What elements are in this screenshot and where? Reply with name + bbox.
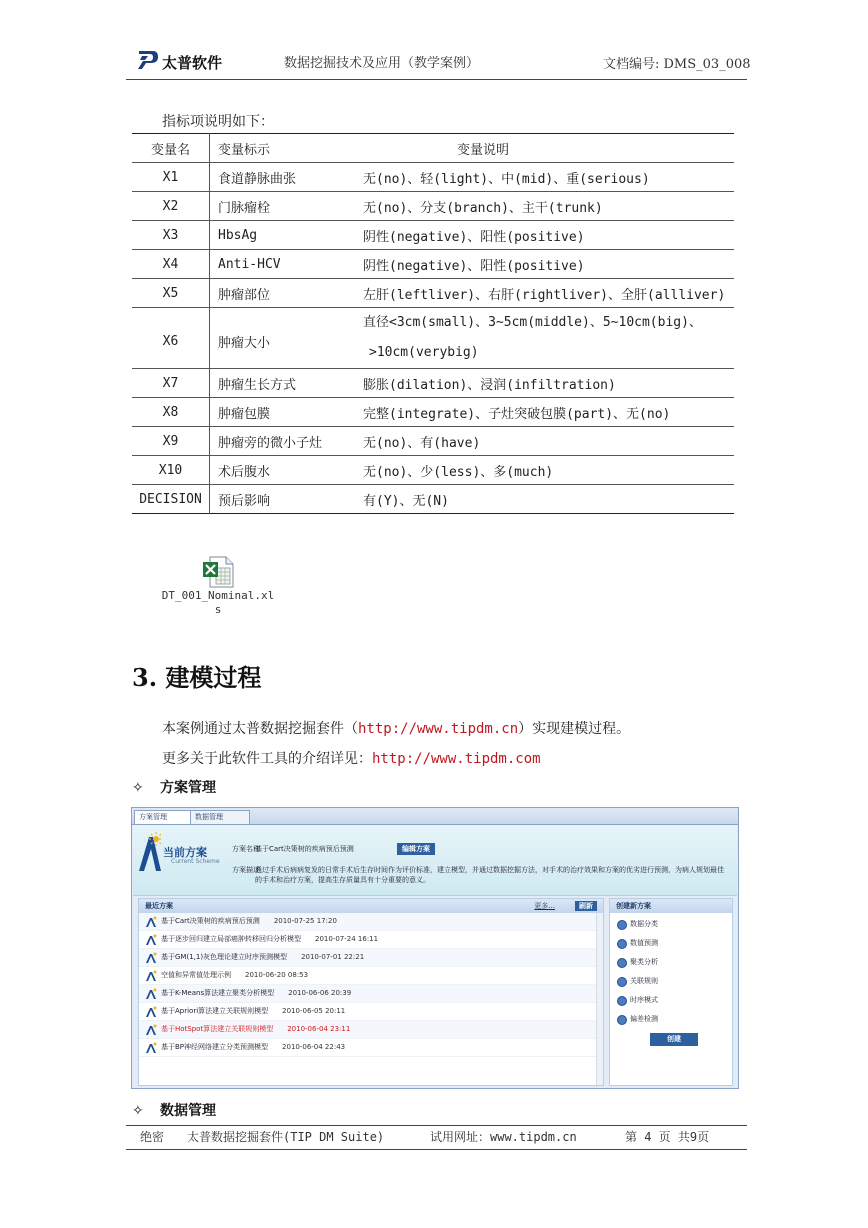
recent-schemes-header: [139, 899, 603, 913]
table-row: [132, 163, 734, 192]
cell-var-desc: [363, 308, 734, 369]
more-link[interactable]: 更多...: [534, 902, 555, 910]
p1-text-before: 本案例通过太普数据挖掘套件（: [162, 721, 358, 737]
col-header-name: 变量名: [132, 134, 210, 163]
recent-schemes-title: 最近方案: [145, 902, 173, 910]
cell-var-name: X10: [132, 456, 210, 485]
scheme-name-value: 基于Cart决策树的疾病预后预测: [255, 845, 354, 853]
table-header-row: [132, 134, 734, 163]
create-option-label: 数据分类: [630, 920, 658, 928]
create-option[interactable]: [610, 953, 732, 972]
create-option-label: 关联规则: [630, 977, 658, 985]
cell-var-desc-line2: >10cm(verybig): [369, 345, 479, 360]
p2-text-before: 更多关于此软件工具的介绍详见：: [162, 751, 372, 767]
cell-var-name: DECISION: [132, 485, 210, 514]
cell-var-label: 肿瘤生长方式: [218, 377, 297, 393]
list-item[interactable]: [139, 1039, 603, 1057]
cell-var-label: 预后影响: [218, 493, 271, 509]
cell-var-name: X7: [132, 369, 210, 398]
recent-schemes-list: [139, 913, 603, 1057]
list-item[interactable]: [139, 985, 603, 1003]
create-option[interactable]: [610, 934, 732, 953]
create-button[interactable]: 创建: [650, 1033, 698, 1046]
cell-var-desc: 完整(integrate)、子灶突破包膜(part)、无(no): [363, 406, 671, 422]
cell-var-label: 肿瘤包膜: [218, 406, 271, 422]
bullet-label: 方案管理: [160, 780, 216, 796]
footer-page: 第 4 页 共9页: [625, 1130, 710, 1144]
refresh-button[interactable]: 刷新: [575, 901, 597, 911]
scheme-icon: [145, 916, 157, 928]
radio-icon: [617, 1015, 627, 1025]
header-divider: [126, 79, 747, 80]
cell-var-name: X6: [132, 308, 210, 369]
create-option[interactable]: [610, 915, 732, 934]
cell-var-desc: 膨胀(dilation)、浸润(infiltration): [363, 377, 616, 393]
recent-schemes-panel: [138, 898, 604, 1086]
bullet-data-management: [132, 1100, 216, 1120]
cell-var-label: 肿瘤部位: [218, 287, 271, 303]
table-row: [132, 456, 734, 485]
variable-table: [132, 133, 734, 514]
scheme-name: 基于GM(1,1)灰色理论建立时序预测模型: [161, 953, 288, 961]
cell-var-name: X3: [132, 221, 210, 250]
cell-var-desc: 无(no)、分支(branch)、主干(trunk): [363, 200, 603, 216]
attachment-filename[interactable]: DT_001_Nominal.xls: [161, 589, 275, 616]
table-row: [132, 369, 734, 398]
header-title: 数据挖掘技术及应用（教学案例）: [284, 56, 480, 71]
tipdm-com-link[interactable]: http://www.tipdm.com: [372, 751, 541, 767]
diamond-bullet-icon: ✧: [132, 1103, 144, 1119]
list-item[interactable]: [139, 1021, 603, 1039]
scheme-name-label: 方案名称: [232, 845, 260, 853]
cell-var-name: X8: [132, 398, 210, 427]
excel-file-icon[interactable]: [202, 556, 234, 588]
footer-secret: 绝密: [140, 1130, 165, 1144]
create-scheme-header: 创建新方案: [610, 899, 732, 913]
scheme-icon: [145, 952, 157, 964]
current-scheme-subtitle: Current Scheme: [171, 858, 220, 865]
scheme-desc-label: 方案描述: [232, 866, 260, 874]
scheme-name: 基于HotSpot算法建立关联规则模型: [161, 1025, 274, 1033]
bullet-label: 数据管理: [160, 1103, 216, 1119]
current-scheme-title: 当前方案: [163, 846, 207, 859]
cell-var-name: X1: [132, 163, 210, 192]
diamond-bullet-icon: ✧: [132, 780, 144, 796]
create-option[interactable]: [610, 991, 732, 1010]
scheme-desc-value: 通过手术后病病复发的日常手术后生存时间作为评价标准，建立模型，并通过数据挖掘方法，对手术的治疗效果和方案的优劣进行预测，为病人规划最佳的手术和治疗方案，提高生存质量具有十分重要的意义。: [255, 866, 724, 884]
cell-var-label: 肿瘤旁的微小子灶: [218, 435, 323, 451]
scheme-date: 2010-06-05 20:11: [282, 1007, 346, 1015]
col-header-label: 变量标示: [218, 142, 271, 158]
table-row: [132, 250, 734, 279]
company-name: 太普软件: [162, 54, 223, 72]
table-row: [132, 221, 734, 250]
table-row: [132, 398, 734, 427]
tipdm-cn-link[interactable]: http://www.tipdm.cn: [358, 721, 519, 737]
cell-var-desc: 无(no)、有(have): [363, 435, 481, 451]
footer-site: 试用网址：www.tipdm.cn: [430, 1130, 577, 1144]
list-item[interactable]: [139, 931, 603, 949]
scheme-date: 2010-06-04 23:11: [287, 1025, 351, 1033]
create-option-label: 时序模式: [630, 996, 658, 1004]
cell-var-label: 术后腹水: [218, 464, 271, 480]
scheme-date: 2010-07-24 16:11: [315, 935, 379, 943]
tab-data-management[interactable]: 数据管理: [190, 810, 250, 824]
edit-scheme-button[interactable]: 编辑方案: [397, 843, 435, 855]
cell-var-label: Anti-HCV: [218, 256, 281, 272]
list-item[interactable]: [139, 949, 603, 967]
scheme-name: 基于K-Means算法建立聚类分析模型: [161, 989, 275, 997]
create-option-label: 数值预测: [630, 939, 658, 947]
tab-bar: [132, 808, 738, 825]
create-option-label: 偏差检测: [630, 1015, 658, 1023]
create-option[interactable]: [610, 972, 732, 991]
list-item[interactable]: [139, 913, 603, 931]
cell-var-desc: 左肝(leftliver)、右肝(rightliver)、全肝(allliver): [363, 287, 726, 303]
paragraph-1: [162, 718, 630, 738]
scheme-name: 基于Cart决策树的疾病预后预测: [161, 917, 260, 925]
scheme-name: 基于逐步回归建立局部癌肿转移回归分析模型: [161, 935, 301, 943]
cell-var-name: X5: [132, 279, 210, 308]
p1-text-after: ）实现建模过程。: [518, 721, 631, 737]
section-title: 3. 建模过程: [132, 663, 262, 692]
paragraph-2: [162, 748, 541, 768]
footer-divider-top: [126, 1125, 747, 1126]
intro-text: 指标项说明如下：: [162, 114, 274, 130]
create-scheme-panel: [609, 898, 733, 1086]
scheme-icon: [145, 1042, 157, 1054]
list-item[interactable]: [139, 1003, 603, 1021]
cell-var-label: 肿瘤大小: [218, 335, 271, 351]
table-row: [132, 279, 734, 308]
cell-var-name: X2: [132, 192, 210, 221]
table-row: [132, 427, 734, 456]
create-option-label: 聚类分析: [630, 958, 658, 966]
scheme-date: 2010-06-04 22:43: [282, 1043, 346, 1051]
cell-var-desc-line1: 直径<3cm(small)、3~5cm(middle)、5~10cm(big)、: [363, 315, 702, 330]
scheme-icon: [145, 1024, 157, 1036]
scheme-date: 2010-06-06 20:39: [288, 989, 352, 997]
cell-var-label: HbsAg: [218, 227, 258, 243]
current-scheme-banner: [133, 825, 737, 896]
scheme-management-screenshot: [131, 807, 739, 1089]
table-row: [132, 192, 734, 221]
scheme-name: 基于Apriori算法建立关联规则模型: [161, 1007, 269, 1015]
radio-icon: [617, 920, 627, 930]
create-options-list: [610, 913, 732, 1029]
company-logo-icon: [137, 48, 159, 70]
bullet-scheme-management: [132, 777, 216, 797]
cell-var-name: X4: [132, 250, 210, 279]
cell-var-desc: 阴性(negative)、阳性(positive): [363, 258, 585, 274]
cell-var-name: X9: [132, 427, 210, 456]
scheme-name: 基于BP神经网络建立分类预测模型: [161, 1043, 269, 1051]
cell-var-desc: 有(Y)、无(N): [363, 493, 449, 509]
scheme-date: 2010-07-01 22:21: [301, 953, 365, 961]
scheme-icon: [145, 970, 157, 982]
cell-var-desc: 阴性(negative)、阳性(positive): [363, 229, 585, 245]
table-row: [132, 485, 734, 514]
scheme-logo-icon: [137, 831, 161, 873]
list-item[interactable]: [139, 967, 603, 985]
radio-icon: [617, 939, 627, 949]
scheme-date: 2010-06-20 08:53: [245, 971, 309, 979]
table-row: [132, 308, 734, 369]
scheme-icon: [145, 1006, 157, 1018]
recent-scrollbar[interactable]: [596, 913, 603, 1085]
radio-icon: [617, 958, 627, 968]
cell-var-label: 食道静脉曲张: [218, 171, 297, 187]
scheme-icon: [145, 988, 157, 1000]
header-doc-number: 文档编号: DMS_03_008: [603, 57, 751, 72]
scheme-name: 空值和异常值处理示例: [161, 971, 231, 979]
footer-suite: 太普数据挖掘套件(TIP DM Suite): [187, 1130, 385, 1144]
cell-var-label: 门脉瘤栓: [218, 200, 271, 216]
create-option[interactable]: [610, 1010, 732, 1029]
radio-icon: [617, 977, 627, 987]
scheme-icon: [145, 934, 157, 946]
tab-scheme-management[interactable]: 方案管理: [134, 810, 194, 824]
radio-icon: [617, 996, 627, 1006]
col-header-desc: 变量说明: [457, 142, 510, 158]
footer-divider-bottom: [126, 1149, 747, 1150]
scheme-date: 2010-07-25 17:20: [273, 917, 337, 925]
cell-var-desc: 无(no)、少(less)、多(much): [363, 464, 554, 480]
cell-var-desc: 无(no)、轻(light)、中(mid)、重(serious): [363, 171, 650, 187]
